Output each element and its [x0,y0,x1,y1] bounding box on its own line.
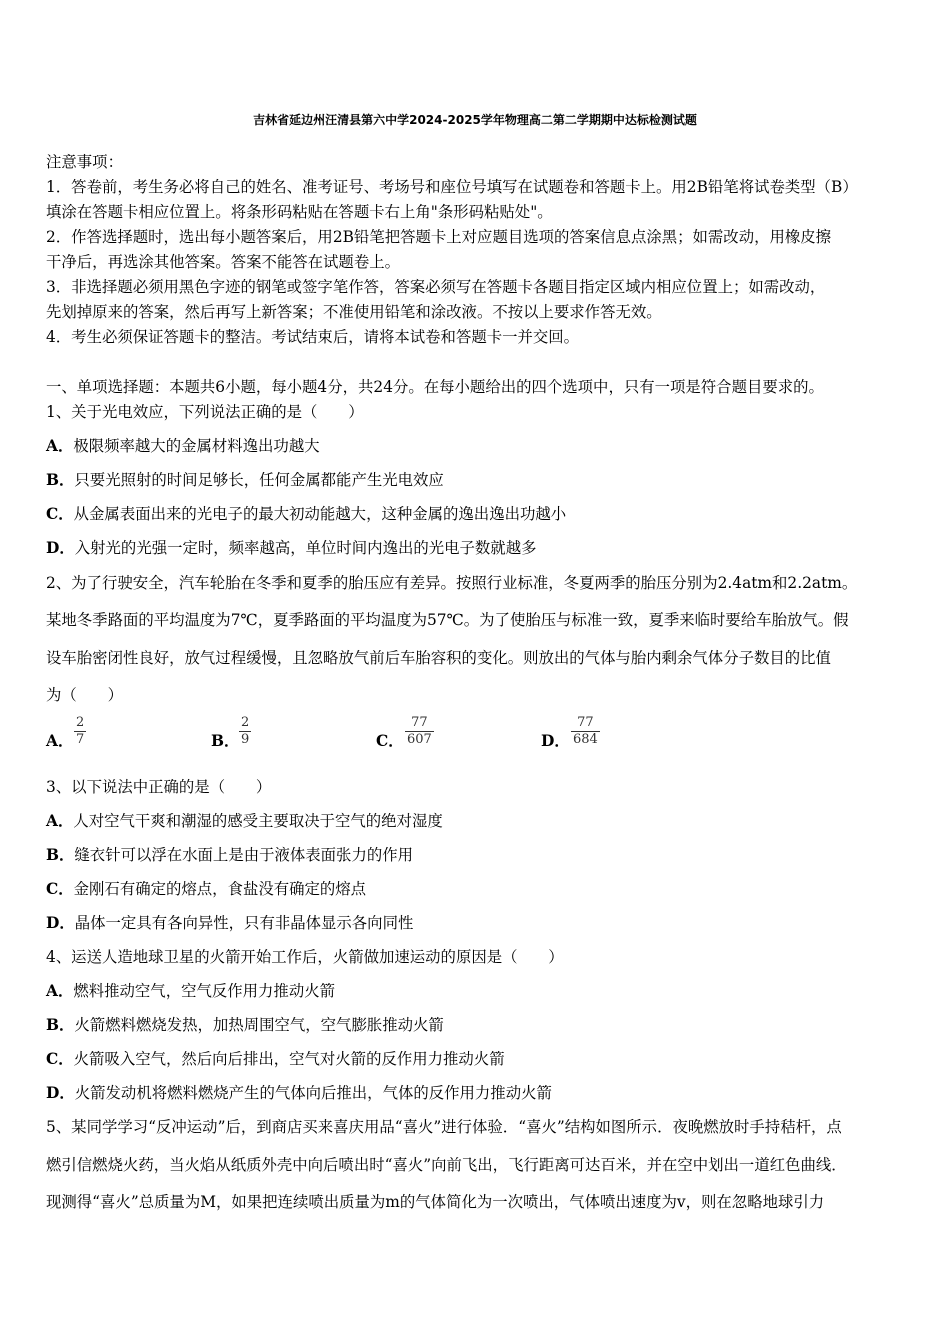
option-label: B． [46,471,75,489]
notice-line: 先划掉原来的答案，然后再写上新答案；不准使用铅笔和涂改液。不按以上要求作答无效。 [46,303,662,321]
option-label: A． [46,732,74,750]
option-text: 从金属表面出来的光电子的最大初动能越大，这种金属的逸出逸出功越小 [73,505,567,523]
fraction-denominator: 7 [76,732,85,747]
fraction-denominator: 684 [573,732,598,747]
option-label: A． [46,982,74,1000]
option-text: 极限频率越大的金属材料逸出功越大 [73,437,320,455]
fraction-denominator: 607 [407,732,432,747]
section-heading: 一、单项选择题：本题共6小题，每小题4分，共24分。在每小题给出的四个选项中，只有一项是符合题目要求的。 [46,378,824,396]
option-text: 缝衣针可以浮在水面上是由于液体表面张力的作用 [74,846,414,864]
question-stem-line: 5、某同学学习“反冲运动”后，到商店买来喜庆用品“喜火”进行体验．“喜火”结构如图所示．夜晚燃放时手持秸杆，点 [46,1118,842,1136]
question-stem-line: 燃引信燃烧火药，当火焰从纸质外壳中向后喷出时“喜火”向前飞出，飞行距离可达百米，并在空中划出一道红色曲线． [46,1156,847,1174]
option-label: D． [541,732,570,750]
question-stem-line: 某地冬季路面的平均温度为7℃，夏季路面的平均温度为57℃。为了使胎压与标准一致，夏季来临时要给车胎放气。假 [46,611,849,629]
fraction-option-d [571,715,600,748]
notice-heading: 注意事项： [46,153,123,171]
question-stem-line: 2、为了行驶安全，汽车轮胎在冬季和夏季的胎压应有差异。按照行业标准，冬夏两季的胎压分别为2.4atm和2.2atm。 [46,574,858,592]
page-title: 吉林省延边州汪清县第六中学2024-2025学年物理高二第二学期期中达标检测试题 [253,113,697,127]
fraction-numerator: 77 [411,715,428,730]
option-row [46,1047,505,1069]
option-text: 入射光的光强一定时，频率越高，单位时间内逸出的光电子数就越多 [74,539,537,557]
question-stem: 3、以下说法中正确的是（ ） [46,778,272,796]
option-label: B． [46,1016,75,1034]
question-stem: 4、运送人造地球卫星的火箭开始工作后，火箭做加速运动的原因是（ ） [46,948,564,966]
fraction-numerator: 2 [76,715,85,730]
option-row [46,979,335,1001]
option-row [46,809,443,831]
option-row [46,911,413,933]
option-label: A． [46,812,74,830]
fraction-option-c [405,715,434,748]
option-row [46,1013,444,1035]
option-label: C． [46,880,74,898]
fraction-numerator: 2 [241,715,250,730]
notice-line: 3．非选择题必须用黑色字迹的钢笔或签字笔作答，答案必须写在答题卡各题目指定区域内相应位置上；如需改动， [46,278,826,296]
question-stem-line: 为（ ） [46,686,123,704]
option-label: D． [46,539,75,557]
option-text: 金刚石有确定的熔点，食盐没有确定的熔点 [73,880,367,898]
option-label: B． [46,846,75,864]
option-label: A． [46,437,74,455]
option-row [46,1081,552,1103]
option-text: 燃料推动空气，空气反作用力推动火箭 [73,982,335,1000]
option-row [46,434,320,456]
option-label: C． [46,505,74,523]
option-label: C． [46,1050,74,1068]
notice-line: 2．作答选择题时，选出每小题答案后，用2B铅笔把答题卡上对应题目选项的答案信息点涂黑；如需改动，用橡皮擦 [46,228,832,246]
option-text: 人对空气干爽和潮湿的感受主要取决于空气的绝对湿度 [73,812,443,830]
option-label: D． [46,1084,75,1102]
option-row [46,843,413,865]
fraction-denominator: 9 [241,732,250,747]
option-label: B． [211,732,240,750]
option-text: 火箭发动机将燃料燃烧产生的气体向后推出，气体的反作用力推动火箭 [74,1084,552,1102]
question-stem: 1、关于光电效应，下列说法正确的是（ ） [46,403,364,421]
fraction-option-b [239,715,251,748]
notice-line: 干净后，再选涂其他答案。答案不能答在试题卷上。 [46,253,400,271]
fraction-numerator: 77 [577,715,594,730]
notice-line: 填涂在答题卡相应位置上。将条形码粘贴在答题卡右上角"条形码粘贴处"。 [46,203,553,221]
option-label: D． [46,914,75,932]
question-stem-line: 设车胎密闭性良好，放气过程缓慢，且忽略放气前后车胎容积的变化。则放出的气体与胎内剩余气体分子数目的比值 [46,649,831,667]
option-text: 只要光照射的时间足够长，任何金属都能产生光电效应 [74,471,444,489]
notice-line: 4．考生必须保证答题卡的整洁。考试结束后，请将本试卷和答题卡一并交回。 [46,328,580,346]
option-row [46,502,566,524]
option-label: C． [376,732,404,750]
option-text: 火箭吸入空气，然后向后排出，空气对火箭的反作用力推动火箭 [73,1050,505,1068]
option-row [46,536,536,558]
fraction-option-a [74,715,86,748]
question-stem-line: 现测得“喜火”总质量为M，如果把连续喷出质量为m的气体简化为一次喷出，气体喷出速度为v，则在忽略地球引力 [46,1193,825,1211]
option-text: 火箭燃料燃烧发热，加热周围空气，空气膨胀推动火箭 [74,1016,444,1034]
option-text: 晶体一定具有各向异性，只有非晶体显示各向同性 [74,914,414,932]
option-row [46,877,366,899]
option-row [46,468,444,490]
notice-line: 1．答卷前，考生务必将自己的姓名、准考证号、考场号和座位号填写在试题卷和答题卡上。用2B铅笔将试卷类型（B） [46,178,858,196]
